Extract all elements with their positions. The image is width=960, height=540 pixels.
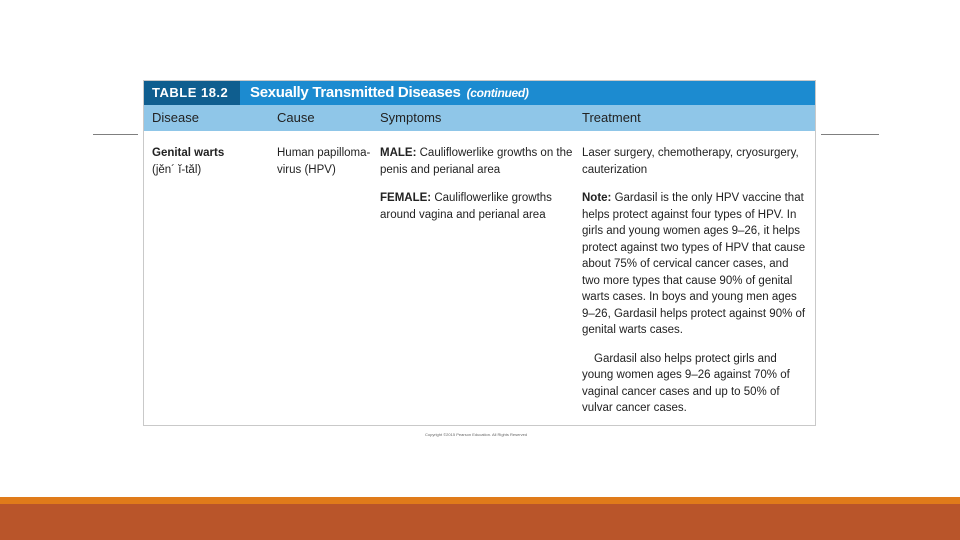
footer-accent-bar: [0, 497, 960, 504]
symptoms-male: [380, 145, 575, 178]
table-title-bar: [144, 81, 815, 105]
table-header-row: [144, 105, 815, 131]
disease-pronunciation: (jĕn´ ĭ-tăl): [152, 163, 202, 176]
footer-bar: [0, 504, 960, 540]
table-number: TABLE 18.2: [144, 81, 240, 105]
treatment-note: [582, 190, 807, 339]
header-cause: Cause: [277, 110, 315, 125]
treatment-note-extra: Gardasil also helps protect girls and young women ages 9–26 against 70% of vaginal cancer cases and up to 50% of vulvar cancer cases.: [582, 352, 790, 414]
divider-left: [93, 134, 138, 135]
table-title: [250, 81, 529, 105]
header-symptoms: Symptoms: [380, 110, 442, 125]
note-text: Gardasil is the only HPV vaccine that helps protect against four types of HPV. In girls and young women ages 9–26, it helps protect against two types of HPV that cause about 75% of cervical cancer cases, and two more types that cause 90% of genital warts cases. In boys and young men ages 9–26, Gardasil helps protect against 90% of genital warts cases.: [582, 192, 806, 336]
cell-symptoms: [380, 145, 575, 235]
table-title-suffix: (continued): [466, 86, 529, 100]
female-text: Cauliflowerlike growths around vagina and perianal area: [380, 192, 552, 221]
cell-disease: [152, 145, 272, 178]
header-disease: Disease: [152, 110, 199, 125]
cell-cause: [277, 145, 372, 178]
male-text: Cauliflowerlike growths on the penis and perianal area: [380, 147, 573, 176]
header-treatment: Treatment: [582, 110, 641, 125]
treatment-main: Laser surgery, chemotherapy, cryosurgery, cauterization: [582, 147, 799, 176]
copyright-text: Copyright ©2015 Pearson Education. All Rights Reserved: [425, 432, 528, 437]
cell-treatment: [582, 145, 807, 429]
disease-name: Genital warts: [152, 147, 225, 159]
male-label: MALE:: [380, 147, 417, 159]
note-label: Note:: [582, 192, 612, 204]
cause-text: Human papilloma-virus (HPV): [277, 147, 371, 176]
symptoms-female: [380, 190, 575, 223]
std-table: [143, 80, 816, 426]
female-label: FEMALE:: [380, 192, 432, 204]
divider-right: [821, 134, 879, 135]
table-title-text: Sexually Transmitted Diseases: [250, 84, 461, 101]
